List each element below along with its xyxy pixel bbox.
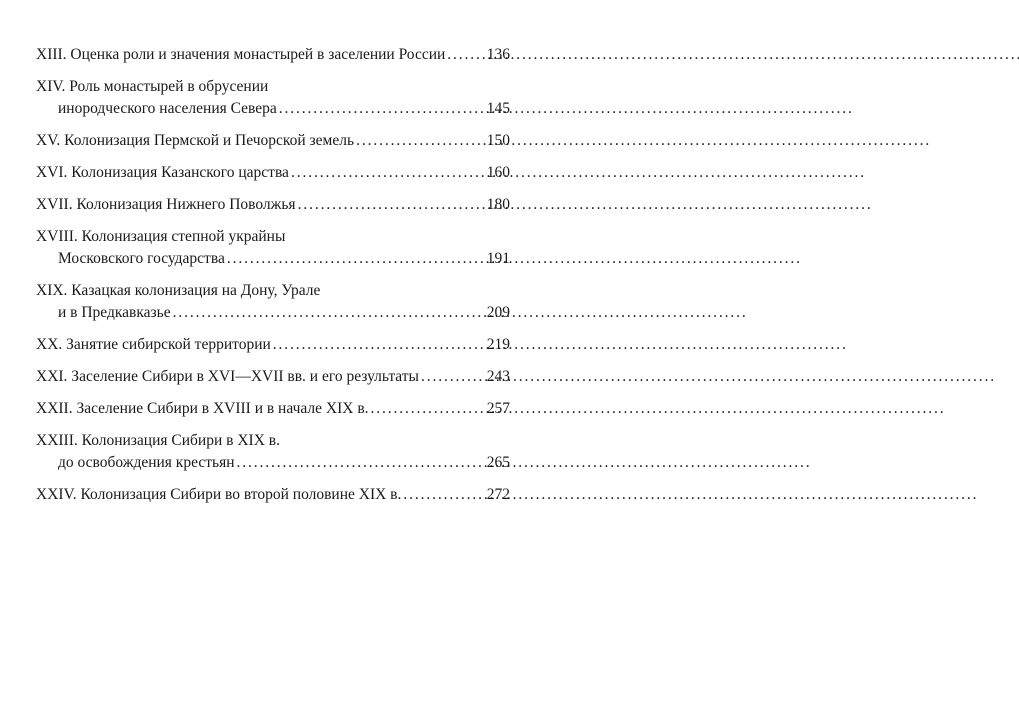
toc-page-number: 150 — [486, 132, 510, 149]
toc-entry-title: XVI. Колонизация Казанского царства — [36, 164, 289, 181]
toc-page-number: 136 — [486, 46, 510, 63]
table-of-contents — [36, 44, 510, 506]
toc-entry-xxi — [36, 366, 510, 388]
toc-entry-title-cont: Московского государства — [58, 250, 225, 267]
toc-entry-title: XXII. Заселение Сибири в XVIII и в начале XIX в. — [36, 400, 369, 417]
leader-dots — [421, 366, 485, 388]
toc-entry-title: XXIV. Колонизация Сибири во второй половине XIX в. — [36, 486, 402, 503]
toc-page-number: 180 — [486, 196, 510, 213]
leader-dots — [403, 484, 484, 506]
toc-entry-title-cont: до освобождения крестьян — [58, 454, 235, 471]
toc-entry-title: XV. Колонизация Пермской и Печорской земель — [36, 132, 355, 149]
leader-dots — [273, 334, 485, 356]
toc-entry-title: XVIII. Колонизация степной украйны — [36, 228, 286, 245]
toc-page-number: 145 — [486, 100, 510, 117]
toc-entry-title: XIV. Роль монастырей в обрусении — [36, 78, 269, 95]
leader-dots — [227, 248, 485, 270]
toc-entry-title: XXI. Заселение Сибири в XVI—XVII вв. и его результаты — [36, 368, 419, 385]
toc-entry-xvii — [36, 194, 510, 216]
toc-page-number: 160 — [486, 164, 510, 181]
leader-dots — [298, 194, 485, 216]
toc-entry-title-cont: инородческого населения Севера — [58, 100, 277, 117]
toc-entry-title: XXIII. Колонизация Сибири в XIX в. — [36, 432, 280, 449]
toc-entry-xiii — [36, 44, 510, 66]
toc-page-number: 265 — [486, 454, 510, 471]
toc-entry-title: XX. Занятие сибирской территории — [36, 336, 271, 353]
leader-dots — [237, 452, 485, 474]
toc-page-number: 209 — [486, 304, 510, 321]
toc-entry-xxiii — [36, 430, 510, 474]
toc-entry-title: XIII. Оценка роли и значения монастырей в заселении России — [36, 46, 446, 63]
toc-page-number: 191 — [486, 250, 510, 267]
leader-dots — [173, 302, 485, 324]
toc-entry-title: XIX. Казацкая колонизация на Дону, Урале — [36, 282, 321, 299]
toc-page-number: 243 — [486, 368, 510, 385]
leader-dots — [279, 98, 485, 120]
toc-entry-xiv — [36, 76, 510, 120]
leader-dots — [291, 162, 485, 184]
toc-page-number: 272 — [486, 486, 510, 503]
toc-entry-xxii — [36, 398, 510, 420]
toc-entry-xx — [36, 334, 510, 356]
leader-dots — [371, 398, 485, 420]
toc-entry-xviii — [36, 226, 510, 270]
toc-page-number: 219 — [486, 336, 510, 353]
toc-page-number: 257 — [486, 400, 510, 417]
toc-entry-xv — [36, 130, 510, 152]
toc-entry-xix — [36, 280, 510, 324]
toc-entry-xvi — [36, 162, 510, 184]
toc-entry-xxiv — [36, 484, 510, 506]
toc-entry-title: XVII. Колонизация Нижнего Поволжья — [36, 196, 296, 213]
toc-entry-title-cont: и в Предкавказье — [58, 304, 171, 321]
leader-dots — [447, 44, 484, 66]
leader-dots — [356, 130, 485, 152]
